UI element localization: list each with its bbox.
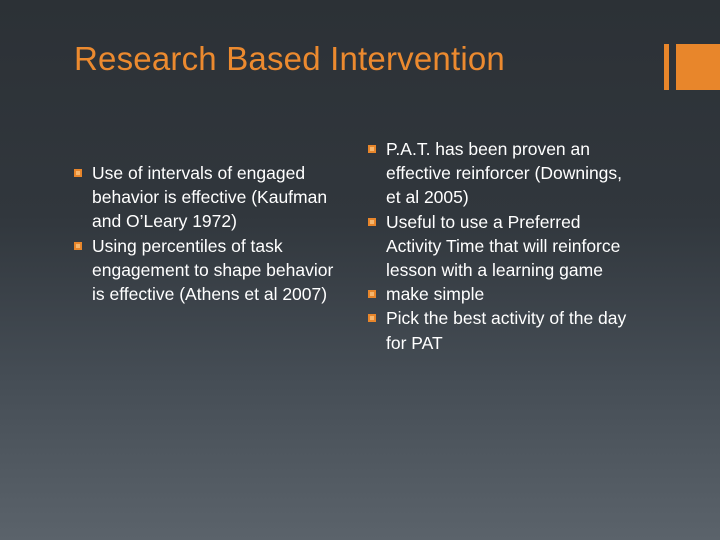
bullet-text: Pick the best activity of the day for PAT [386,308,627,353]
list-item [368,210,638,283]
list-item [368,282,638,306]
list-item [368,137,638,210]
square-bullet-icon [368,218,376,226]
bullet-text: P.A.T. has been proven an effective reinforcer (Downings, et al 2005) [386,139,623,208]
square-bullet-icon [368,145,376,153]
square-bullet-icon [368,314,376,322]
bullet-text: Using percentiles of task engagement to shape behavior is effective (Athens et al 2007) [92,235,334,305]
list-item [368,306,638,354]
bullet-text: Use of intervals of engaged behavior is effective (Kaufman and O’Leary 1972) [92,163,328,232]
slide-title: Research Based Intervention [74,40,505,77]
left-bullet-list [74,161,340,306]
list-item [74,161,340,234]
bullet-text: make simple [386,284,485,305]
square-bullet-icon [74,169,82,177]
list-item [74,234,340,307]
bullet-text: Useful to use a Preferred Activity Time that will reinforce lesson with a learning game [386,211,621,281]
right-bullet-list [368,137,638,355]
left-column [74,161,340,306]
accent-bar-thick [676,44,720,90]
accent-bar-thin [664,44,669,90]
square-bullet-icon [368,290,376,298]
right-column [368,137,638,355]
square-bullet-icon [74,242,82,250]
